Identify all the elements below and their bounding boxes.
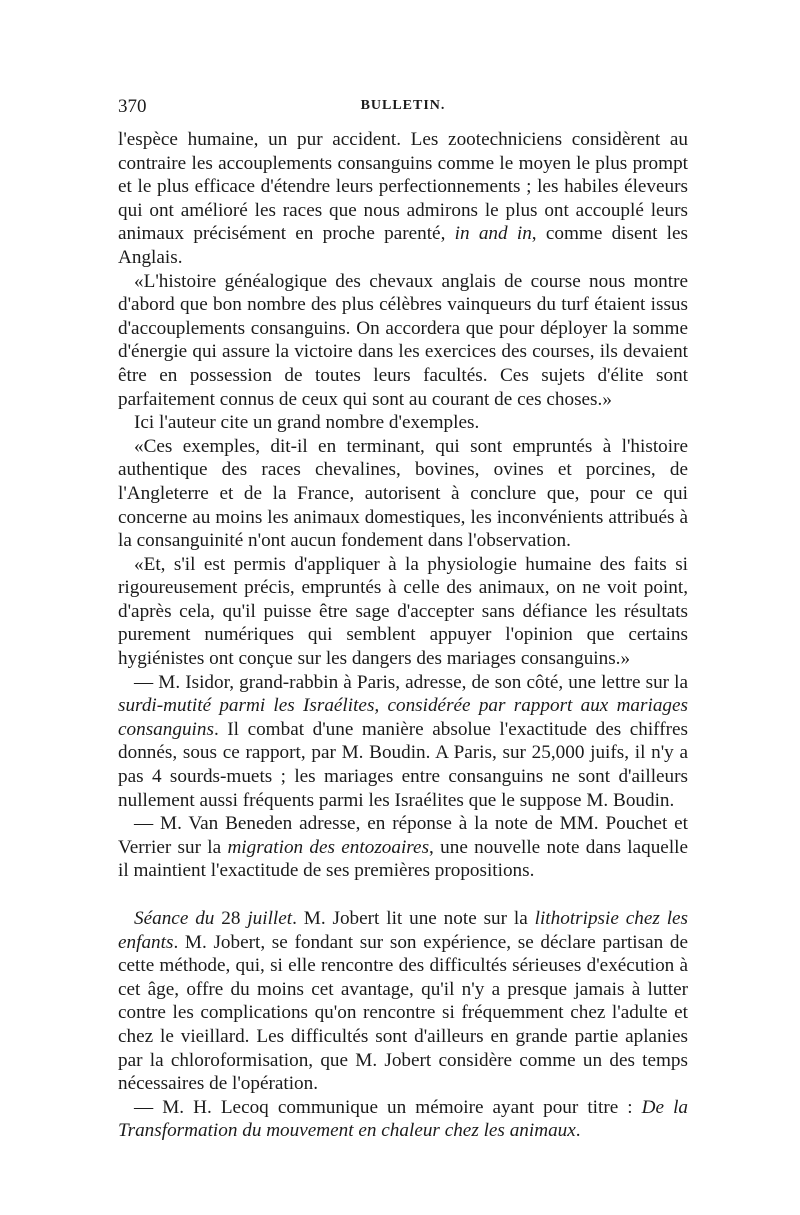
text-segment: . M. Jobert, se fondant sur son expérience, se déclare partisan de cette méthode, qui, si elle rencontre des difficultés sérieuses d'exécution à cet âge, offre du moins cet avantage, qu'il n'y a presque jamais à lutter contre les complications qu'on rencontre si fréquemment chez l'adulte et chez le vieillard. Les difficultés sont d'ailleurs en grande partie aplanies par la chloroformisation, que M. Jobert considère comme un des temps nécessaires de l'opération. [118, 931, 688, 1095]
page-header [118, 96, 688, 122]
italic-text: in and in [454, 223, 532, 245]
text-segment: , une nouvelle note dans laquelle il maintient l'exactitude de ses premières propositions. [118, 836, 688, 882]
paragraph [118, 671, 688, 813]
text-segment: . [575, 1120, 581, 1142]
body-text [118, 128, 688, 1143]
paragraph [118, 411, 688, 435]
page-number: 370 [118, 96, 147, 117]
text-segment: , comme disent les Anglais. [118, 223, 688, 268]
text-segment: — M. Van Beneden adresse, en réponse à la note de MM. Pouchet et Verrier sur la [118, 813, 688, 858]
italic-text: migration des entozoaires [227, 836, 430, 858]
paragraph-spacer [118, 883, 688, 907]
running-title: BULLETIN. [360, 98, 446, 113]
text-segment: Ici l'auteur cite un grand nombre d'exemples. [134, 412, 480, 434]
text-segment: . Il combat d'une manière absolue l'exactitude des chiffres donnés, sous ce rapport, par M. Boudin. A Paris, sur 25,000 juifs, il n'y a pas 4 sourds-muets ; les mariages entre consanguins ne sont d'ailleurs nullement aussi fréquents parmi les Israélites que le suppose M. Boudin. [118, 718, 688, 811]
text-segment: «L'histoire généalogique des chevaux anglais de course nous montre d'abord que bon nombre des plus célèbres vainqueurs du turf étaient issus d'accouplements consanguins. On accordera que pour déployer la somme d'énergie qui assure la victoire dans les exercices des courses, ils devaient être en possession de toutes leurs facultés. Ces sujets d'élite sont parfaitement connus de ceux qui sont au courant de ces choses.» [118, 270, 688, 410]
paragraph [118, 270, 688, 412]
text-segment: — M. H. Lecoq communique un mémoire ayant pour titre : [134, 1096, 642, 1118]
text-segment: — M. Isidor, grand-rabbin à Paris, adresse, de son côté, une lettre sur la [134, 671, 688, 693]
italic-text: surdi-mutité parmi les Israélites, considérée par rapport aux mariages consanguins [118, 695, 688, 740]
italic-text: Séance du [134, 908, 215, 929]
paragraph [118, 553, 688, 671]
text-segment: l'espèce humaine, un pur accident. Les zootechniciens considèrent au contraire les accouplements consanguins comme le moyen le plus prompt et le plus efficace d'étendre leurs perfectionnements ; les habiles éleveurs qui ont amélioré les races que nous admirons le plus ont accouplé leurs animaux précisément en proche parenté, [118, 129, 688, 245]
italic-text: lithotripsie chez les enfants [118, 908, 689, 953]
paragraph [118, 907, 688, 1096]
paragraph [118, 1096, 688, 1143]
text-segment: «Ces exemples, dit-il en terminant, qui sont empruntés à l'histoire authentique des races chevalines, bovines, ovines et porcines, de l'Angleterre et de la France, autorisent à conclure que, pour ce qui concerne au moins les animaux domestiques, les inconvénients attribués à la consanguinité n'ont aucun fondement dans l'observation. [118, 435, 688, 552]
paragraph [118, 435, 688, 553]
italic-text: juillet [247, 908, 293, 929]
text-segment: «Et, s'il est permis d'appliquer à la physiologie humaine des faits si rigoureusement précis, empruntés à celle des animaux, on ne voit point, d'après cela, qu'il puisse être sage d'accepter sans défiance les résultats purement numériques qui semblent appuyer l'opinion que certains hygiénistes ont conçue sur les dangers des mariages consanguins.» [118, 553, 688, 670]
paragraph [118, 128, 688, 270]
paragraph [118, 812, 688, 883]
text-segment: . M. Jobert lit une note sur la [292, 908, 535, 929]
text-segment: 28 [214, 908, 248, 929]
italic-text: De la Transformation du mouvement en chaleur chez les animaux [118, 1096, 688, 1142]
